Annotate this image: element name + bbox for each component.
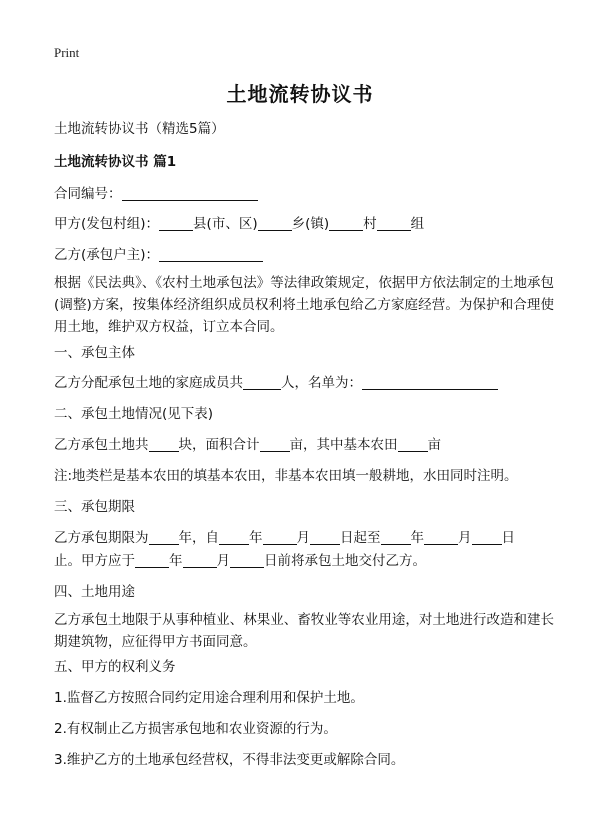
sec2-text-a: 乙方承包土地共 (54, 437, 149, 453)
sec3-yue: 月 (296, 530, 310, 546)
blank (398, 437, 428, 452)
sec3-start: 日起至 (340, 530, 381, 546)
blank (260, 437, 290, 452)
intro-paragraph: 根据《民法典》、《农村土地承包法》等法律政策规定，依据甲方依法制定的土地承包(调整)方案，按集体经济组织成员权利将土地承包给乙方家庭经营。为保护和合理使用土地，维护双方权益，订立本合同。 (54, 275, 554, 335)
section-4-heading: 四、土地用途 (54, 584, 135, 600)
section-3-line-2 (54, 551, 554, 571)
list-item: 3.维护乙方的土地承包经营权，不得非法变更或解除合同。 (54, 752, 405, 768)
party-b-label: 乙方(承包户主)： (54, 247, 160, 263)
blank (149, 530, 179, 545)
sec3-line2-a: 止。甲方应于 (54, 553, 135, 569)
blank (243, 375, 281, 390)
blank (310, 530, 340, 545)
blank (183, 553, 217, 568)
contract-number-line (54, 184, 554, 204)
blank (230, 553, 264, 568)
sec3-nian: 年 (410, 530, 424, 546)
blank (149, 437, 179, 452)
sec3-year: 年，自 (178, 530, 219, 546)
sec1-text-a: 乙方分配承包土地的家庭成员共 (54, 375, 243, 391)
blank (381, 530, 411, 545)
party-a-group: 组 (410, 216, 425, 232)
note-line: 注:地类栏是基本农田的填基本农田，非基本农田填一般耕地，水田同时注明。 (54, 468, 518, 484)
section-3-heading: 三、承包期限 (54, 499, 135, 515)
sec1-text-b: 人，名单为： (281, 375, 362, 391)
sec3-yue: 月 (458, 530, 472, 546)
blank (219, 530, 249, 545)
blank (362, 375, 498, 390)
list-item: 2.有权制止乙方损害承包地和农业资源的行为。 (54, 721, 337, 737)
document-subtitle: 土地流转协议书（精选5篇） (54, 121, 225, 137)
section-4-text: 乙方承包土地限于从事种植业、林果业、畜牧业等农业用途，对土地进行改造和建长期建筑物，应征得甲方书面同意。 (54, 612, 554, 650)
print-link[interactable]: Print (54, 45, 80, 60)
party-a-line (54, 214, 554, 234)
section-5-heading: 五、甲方的权利义务 (54, 659, 176, 675)
blank (159, 216, 193, 231)
party-a-county: 县(市、区) (193, 216, 258, 232)
list-item: 1.监督乙方按照合同约定用途合理利用和保护土地。 (54, 690, 364, 706)
section-1-text (54, 373, 554, 393)
blank (424, 530, 458, 545)
sec3-ri: 日 (501, 530, 515, 546)
section-2-heading: 二、承包土地情况(见下表) (54, 406, 214, 422)
section-2-text (54, 435, 554, 455)
blank (135, 553, 169, 568)
blank (263, 530, 297, 545)
sec2-text-d: 亩 (427, 437, 441, 453)
party-a-label: 甲方(发包村组)： (54, 216, 160, 232)
section-1-heading: 一、承包主体 (54, 345, 135, 361)
blank (377, 216, 411, 231)
sec3-yue: 月 (216, 553, 230, 569)
sec2-text-c: 亩，其中基本农田 (289, 437, 398, 453)
contract-number-blank (122, 186, 258, 201)
contract-number-label: 合同编号： (54, 186, 122, 202)
party-a-village: 村 (363, 216, 377, 232)
page-title: 土地流转协议书 (226, 82, 374, 106)
section-heading: 土地流转协议书 篇1 (54, 154, 177, 170)
blank (472, 530, 502, 545)
sec3-nian: 年 (249, 530, 263, 546)
party-a-township: 乡(镇) (291, 216, 330, 232)
party-b-blank (159, 247, 263, 262)
party-b-line (54, 245, 554, 265)
blank (329, 216, 363, 231)
sec3-nian: 年 (169, 553, 183, 569)
blank (258, 216, 292, 231)
sec3-line2-b: 日前将承包土地交付乙方。 (264, 553, 426, 569)
sec2-text-b: 块，面积合计 (178, 437, 260, 453)
sec3-prefix: 乙方承包期限为 (54, 530, 149, 546)
section-3-line-1 (54, 528, 554, 548)
